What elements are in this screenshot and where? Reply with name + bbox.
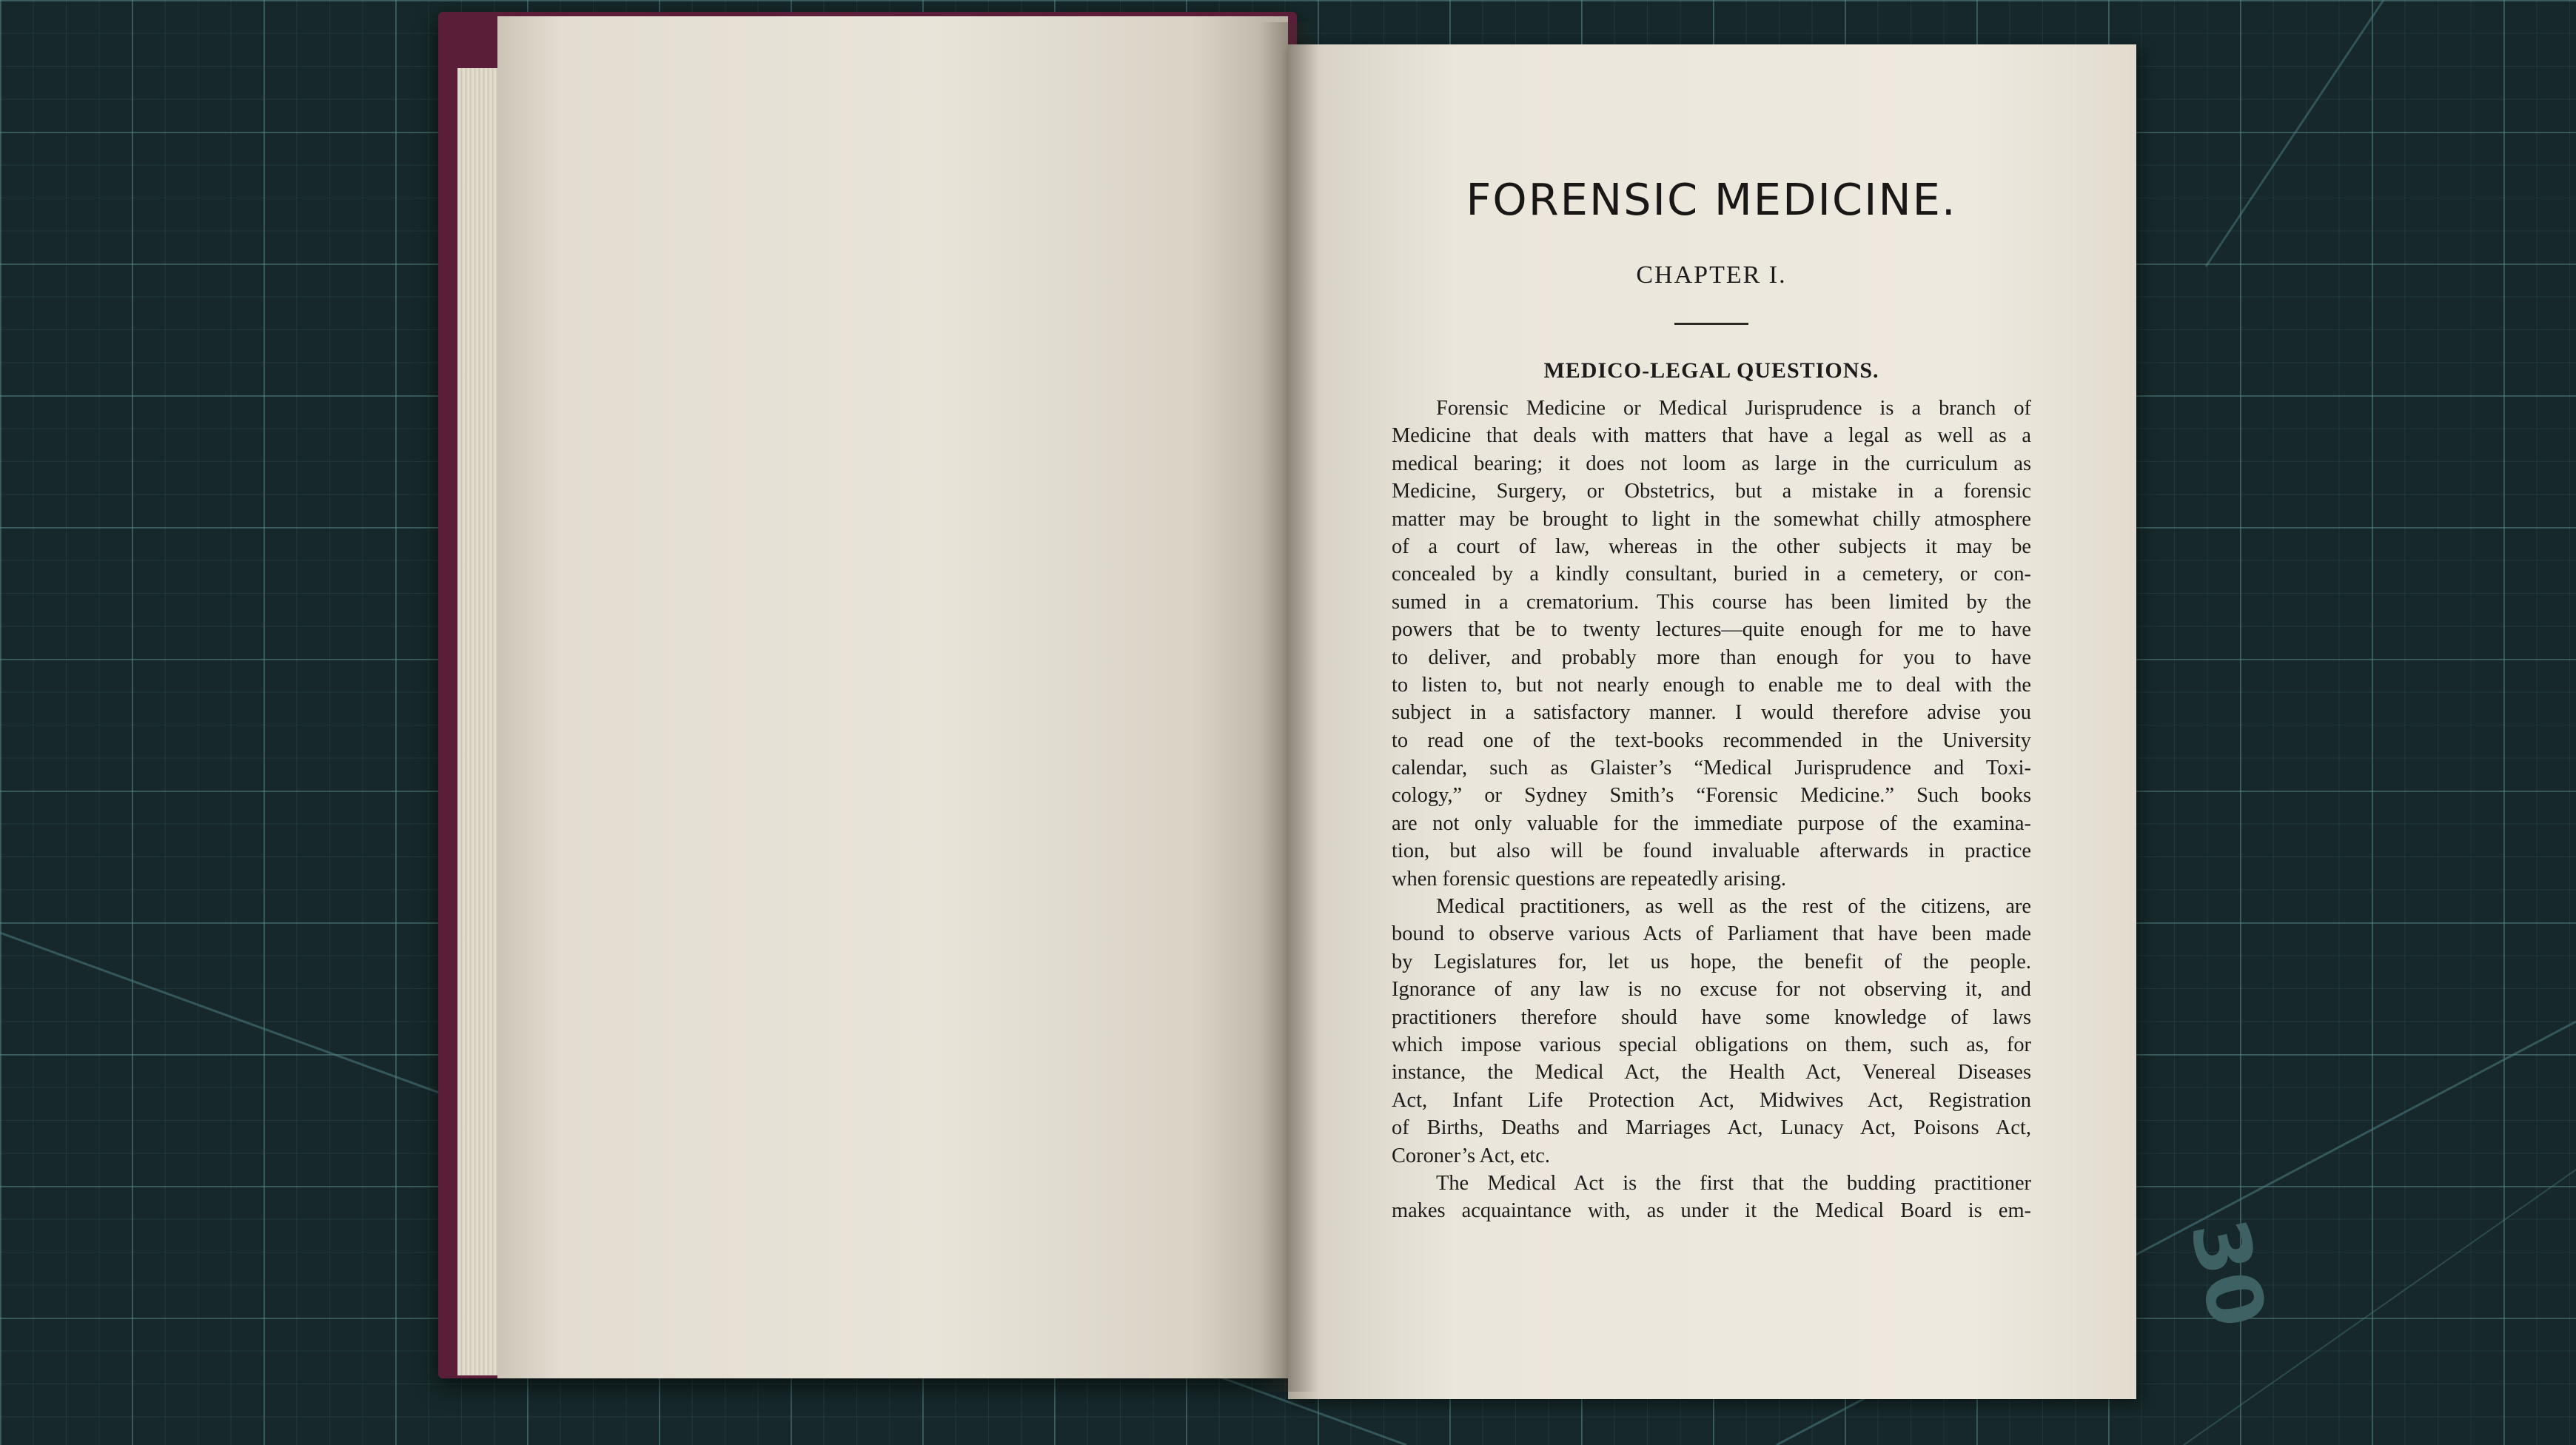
text-line: bound to observe various Acts of Parliament that have been made bbox=[1392, 922, 2031, 946]
text-line: practitioners therefore should have some knowledge of laws bbox=[1392, 1005, 2031, 1029]
text-line: medical bearing; it does not loom as large in the curriculum as bbox=[1392, 452, 2031, 475]
text-line: Medical practitioners, as well as the rest of the citizens, are bbox=[1436, 895, 2031, 919]
text-line: of a court of law, whereas in the other subjects it may be bbox=[1392, 534, 2031, 558]
page-text-block bbox=[1392, 163, 2031, 1225]
text-line: Coroner’s Act, etc. bbox=[1392, 1144, 1550, 1167]
text-line: to read one of the text-books recommended in the University bbox=[1392, 728, 2031, 752]
text-line: cology,” or Sydney Smith’s “Forensic Medicine.” Such books bbox=[1392, 784, 2031, 808]
text-line: instance, the Medical Act, the Health Act, Venereal Diseases bbox=[1392, 1061, 2031, 1084]
text-line: to deliver, and probably more than enough for you to have bbox=[1392, 646, 2031, 669]
text-line: concealed by a kindly consultant, buried in a cemetery, or con- bbox=[1392, 563, 2031, 586]
left-page-blank bbox=[497, 16, 1288, 1378]
text-line: tion, but also will be found invaluable afterwards in practice bbox=[1392, 839, 2031, 863]
text-line: Medicine, Surgery, or Obstetrics, but a mistake in a forensic bbox=[1392, 480, 2031, 503]
text-line: matter may be brought to light in the somewhat chilly atmosphere bbox=[1392, 507, 2031, 531]
text-line: to listen to, but not nearly enough to enable me to deal with the bbox=[1392, 673, 2031, 697]
book-gutter bbox=[1258, 22, 1318, 1392]
chapter-divider bbox=[1674, 323, 1748, 325]
text-line: makes acquaintance with, as under it the Medical Board is em- bbox=[1392, 1199, 2031, 1223]
chapter-heading: CHAPTER I. bbox=[1636, 261, 1787, 289]
text-line: Forensic Medicine or Medical Jurisprudence is a branch of bbox=[1436, 397, 2031, 420]
text-line: Medicine that deals with matters that have a legal as well as a bbox=[1392, 424, 2031, 448]
text-line: calendar, such as Glaister’s “Medical Jurisprudence and Toxi- bbox=[1392, 757, 2031, 780]
text-line: subject in a satisfactory manner. I would therefore advise you bbox=[1392, 701, 2031, 725]
book-page-edges bbox=[457, 68, 502, 1375]
text-line: when forensic questions are repeatedly arising. bbox=[1392, 867, 1786, 891]
text-line: Ignorance of any law is no excuse for not observing it, and bbox=[1392, 978, 2031, 1002]
section-heading: MEDICO-LEGAL QUESTIONS. bbox=[1543, 358, 1879, 383]
text-line: Act, Infant Life Protection Act, Midwives Act, Registration bbox=[1392, 1088, 2031, 1112]
text-line: are not only valuable for the immediate purpose of the examina- bbox=[1392, 811, 2031, 835]
text-line: of Births, Deaths and Marriages Act, Lunacy Act, Poisons Act, bbox=[1392, 1116, 2031, 1140]
text-line: The Medical Act is the first that the budding practitioner bbox=[1436, 1171, 2031, 1195]
body-text bbox=[1392, 395, 2031, 1225]
mat-ruler-number: 30 bbox=[2173, 1211, 2284, 1335]
text-line: sumed in a crematorium. This course has been limited by the bbox=[1392, 590, 2031, 614]
text-line: by Legislatures for, let us hope, the benefit of the people. bbox=[1392, 950, 2031, 973]
text-line: powers that be to twenty lectures—quite enough for me to have bbox=[1392, 618, 2031, 642]
text-line: which impose various special obligations on them, such as, for bbox=[1392, 1033, 2031, 1056]
book-title: FORENSIC MEDICINE. bbox=[1466, 174, 1957, 225]
